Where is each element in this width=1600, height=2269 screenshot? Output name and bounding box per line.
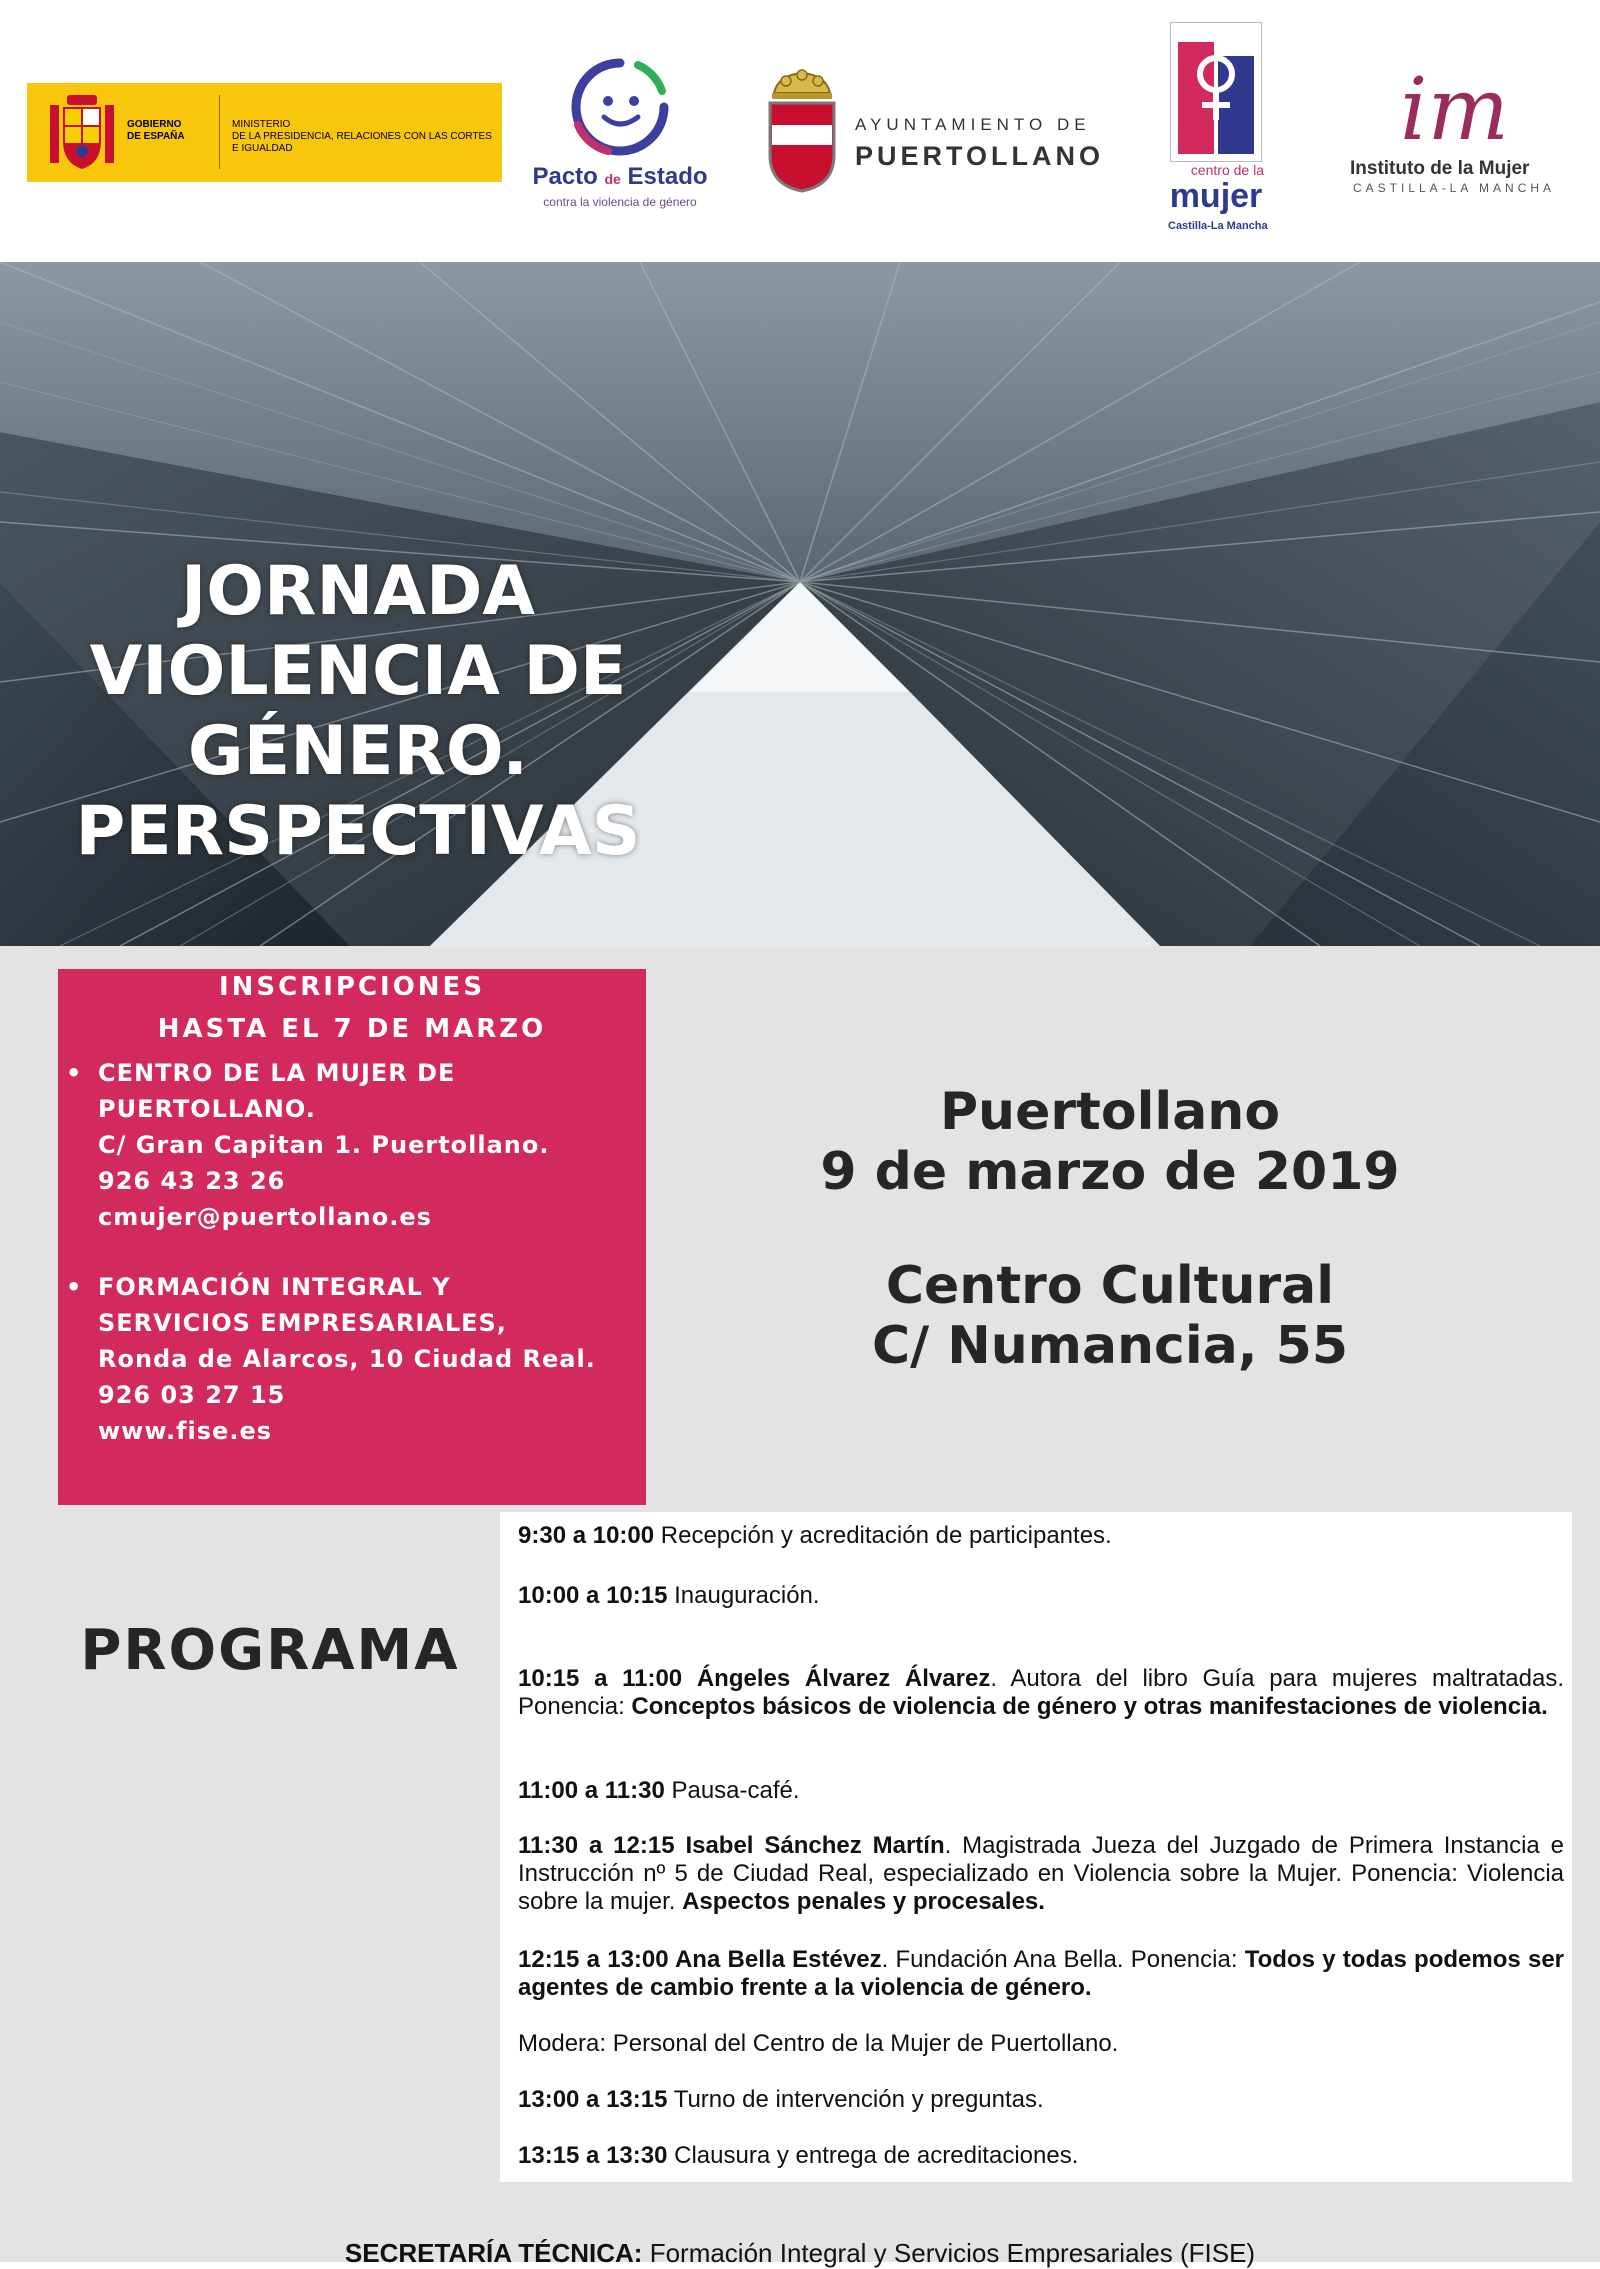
event-location [700, 1082, 1520, 1376]
schedule-item: 10:15 a 11:00 Ángeles Álvarez Álvarez. Autora del libro Guía para mujeres maltratadas. Ponencia: Conceptos básicos de violencia de género y otras manifestaciones de violencia. [518, 1665, 1565, 1720]
inscripciones-box [58, 969, 646, 1505]
schedule-item: 10:00 a 10:15 Inauguración. [518, 1582, 820, 1609]
gobierno-text: GOBIERNO DE ESPAÑA [127, 119, 185, 142]
schedule-item: Modera: Personal del Centro de la Mujer de Puertollano. [518, 2030, 1119, 2057]
puertollano-label: PUERTOLLANO [855, 141, 1105, 171]
ayuntamiento-puertollano-logo [760, 65, 1120, 205]
schedule-item: 13:15 a 13:30 Clausura y entrega de acreditaciones. [518, 2142, 1079, 2169]
inscripciones-deadline: HASTA EL 7 DE MARZO [157, 1014, 547, 1044]
event-title: JORNADA VIOLENCIA DE GÉNERO. PERSPECTIVAS [75, 552, 641, 871]
logo-bar [0, 0, 1600, 262]
list-item-centro-mujer: • CENTRO DE LA MUJER DE PUERTOLLANO. C/ Gran Capitan 1. Puertollano. 926 43 23 26 cmujer@puertollano.es [58, 1055, 646, 1235]
pacto-subtitle: contra la violencia de género [543, 195, 697, 209]
schedule-item: 9:30 a 10:00 Recepción y acreditación de participantes. [518, 1522, 1112, 1549]
centro-de-la-label: centro de la [1190, 162, 1264, 178]
schedule-item: 13:00 a 13:15 Turno de intervención y preguntas. [518, 2086, 1044, 2113]
instituto-de-la-mujer-logo [1345, 60, 1565, 200]
spain-coat-of-arms-icon [47, 95, 117, 171]
puertollano-shield-icon [764, 65, 840, 195]
ayuntamiento-label: AYUNTAMIENTO DE [855, 115, 1091, 134]
pacto-smile-icon [560, 55, 680, 160]
programa-heading: PROGRAMA [80, 1618, 460, 1683]
event-venue: Centro Cultural [885, 1256, 1335, 1316]
instituto-monogram-icon: im [1400, 60, 1510, 160]
event-city: Puertollano [939, 1082, 1281, 1142]
instituto-name: Instituto de la Mujer [1350, 158, 1530, 179]
event-date: 9 de marzo de 2019 [820, 1142, 1400, 1202]
list-item-fise: • FORMACIÓN INTEGRAL Y SERVICIOS EMPRESARIALES, Ronda de Alarcos, 10 Ciudad Real. 926 03 27 15 www.fise.es [58, 1269, 646, 1449]
pacto-name: Pacto de Estado [532, 163, 708, 190]
gobierno-espana-logo [27, 83, 502, 182]
venus-symbol-icon [1170, 22, 1262, 162]
instituto-subtitle: CASTILLA-LA MANCHA [1353, 181, 1556, 195]
gobierno-divider [219, 95, 220, 169]
castilla-la-mancha-label: Castilla-La Mancha [1168, 220, 1268, 232]
mujer-label: mujer [1169, 177, 1263, 215]
centro-de-la-mujer-logo [1168, 22, 1268, 242]
inscripciones-heading: INSCRIPCIONES [218, 972, 486, 1002]
ministerio-text: MINISTERIO DE LA PRESIDENCIA, RELACIONES CON LAS CORTES E IGUALDAD [232, 119, 492, 154]
schedule-item: 11:30 a 12:15 Isabel Sánchez Martín. Magistrada Jueza del Juzgado de Primera Instancia e Instrucción nº 5 de Ciudad Real, especializado en Violencia sobre la Mujer. Ponencia: Violencia sobre la mujer. Aspectos penales y procesales. [518, 1832, 1565, 1915]
email-link[interactable]: cmujer@puertollano.es [98, 1203, 432, 1231]
pacto-de-estado-logo [520, 55, 720, 215]
programa-schedule [500, 1512, 1572, 2182]
schedule-item: 11:00 a 11:30 Pausa-café. [518, 1777, 800, 1804]
hero-banner [0, 262, 1600, 946]
inscripciones-list [58, 1055, 646, 1449]
secretaria-tecnica: SECRETARÍA TÉCNICA: Formación Integral y Servicios Empresariales (FISE) [344, 2238, 1256, 2268]
event-address: C/ Numancia, 55 [871, 1316, 1349, 1376]
schedule-item: 12:15 a 13:00 Ana Bella Estévez. Fundación Ana Bella. Ponencia: Todos y todas podemos ser agentes de cambio frente a la violencia de género. [518, 1946, 1565, 2001]
website-link[interactable]: www.fise.es [98, 1417, 273, 1445]
